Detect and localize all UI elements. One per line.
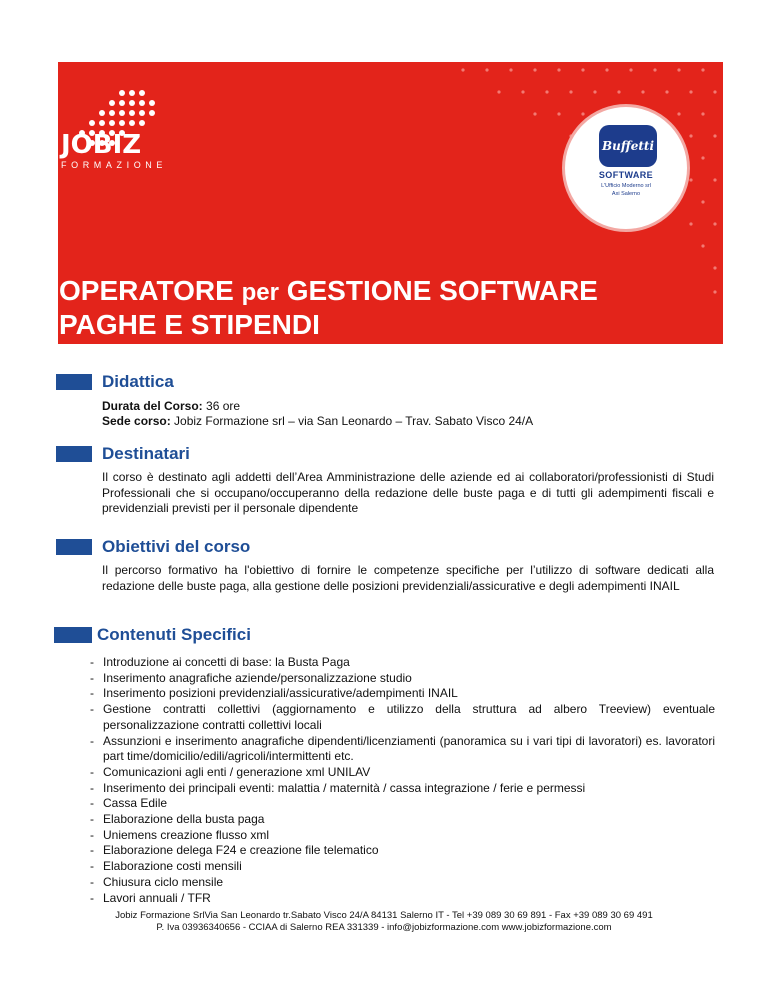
list-item: - Comunicazioni agli enti / generazione xml UNILAV xyxy=(90,765,715,781)
footer-line-1: Jobiz Formazione SrlVia San Leonardo tr.Sabato Visco 24/A 84131 Salerno IT - Tel +39 089 30 69 891 - Fax +39 089 30 69 491 xyxy=(115,910,653,921)
header-banner xyxy=(58,62,723,344)
title-line2: PAGHE E STIPENDI xyxy=(59,309,320,340)
partner-software-label: SOFTWARE xyxy=(598,170,654,180)
destinatari-text: Il corso è destinato agli addetti dell’Area Amministrazione delle aziende ed ai collaboratori/professionisti di Studi Professionali che si occupano/occuperanno della redazione delle buste paga e di tutti gli adempimenti fiscali e previdenziali previsti per il personale dipendente xyxy=(102,470,714,515)
list-item: - Elaborazione della busta paga xyxy=(90,812,715,828)
contenuti-list xyxy=(90,655,715,906)
brand-name: JOBIZ xyxy=(61,130,142,160)
contenuti-heading: Contenuti Specifici xyxy=(97,625,251,644)
partner-badge: Buffetti xyxy=(599,125,657,167)
list-item: - Inserimento anagrafiche aziende/personalizzazione studio xyxy=(90,671,715,687)
list-item: - Lavori annuali / TFR xyxy=(90,891,715,907)
didattica-heading: Didattica xyxy=(102,372,174,391)
title-word-operatore: OPERATORE xyxy=(59,275,234,306)
partner-location: Axi Salerno xyxy=(611,191,641,197)
durata-value: 36 ore xyxy=(206,399,241,413)
list-item: - Elaborazione delega F24 e creazione file telematico xyxy=(90,843,715,859)
sede-label: Sede corso: xyxy=(102,414,171,428)
brand-subtitle: FORMAZIONE xyxy=(61,160,167,170)
obiettivi-heading: Obiettivi del corso xyxy=(102,537,251,556)
title-word-per: per xyxy=(241,279,279,306)
contenuti-bar xyxy=(54,627,92,643)
partner-logo xyxy=(562,104,690,232)
durata-label: Durata del Corso: xyxy=(102,399,203,413)
list-item: - Assunzioni e inserimento anagrafiche dipendenti/licenziamenti (panoramica su i vari tipi di lavoratori) es. lavoratori part time/domicilio/edili/agricoli/intermittenti etc. xyxy=(90,734,715,765)
obiettivi-text: Il percorso formativo ha l'obiettivo di fornire le competenze specifiche per l’utilizzo di software dedicati alla redazione delle buste paga, alla gestione delle posizioni previdenziali/assicurative e degli adempimenti INAIL xyxy=(102,563,714,593)
list-item: - Elaborazione costi mensili xyxy=(90,859,715,875)
list-item: - Inserimento dei principali eventi: malattia / maternità / cassa integrazione / ferie e permessi xyxy=(90,781,715,797)
sede-value: Jobiz Formazione srl – via San Leonardo – Trav. Sabato Visco 24/A xyxy=(174,414,534,428)
didattica-bar xyxy=(56,374,92,390)
list-item: - Introduzione ai concetti di base: la Busta Paga xyxy=(90,655,715,671)
list-item: - Uniemens creazione flusso xml xyxy=(90,828,715,844)
footer-line-2: P. Iva 03936340656 - CCIAA di Salerno REA 331339 - info@jobizformazione.com www.jobizformazione.com xyxy=(156,922,612,933)
didattica-durata xyxy=(102,399,714,415)
obiettivi-bar xyxy=(56,539,92,555)
title-line1-rest: GESTIONE SOFTWARE xyxy=(286,275,598,306)
partner-tagline: L'Ufficio Moderno srl xyxy=(601,183,651,189)
didattica-sede xyxy=(102,414,714,430)
list-item: - Cassa Edile xyxy=(90,796,715,812)
destinatari-bar xyxy=(56,446,92,462)
list-item: - Inserimento posizioni previdenziali/assicurative/adempimenti INAIL xyxy=(90,686,715,702)
destinatari-heading: Destinatari xyxy=(102,444,190,463)
list-item: - Chiusura ciclo mensile xyxy=(90,875,715,891)
list-item: - Gestione contratti collettivi (aggiornamento e utilizzo della struttura ad albero Treeview) eventuale personalizzazione contratti collettivi locali xyxy=(90,702,715,733)
